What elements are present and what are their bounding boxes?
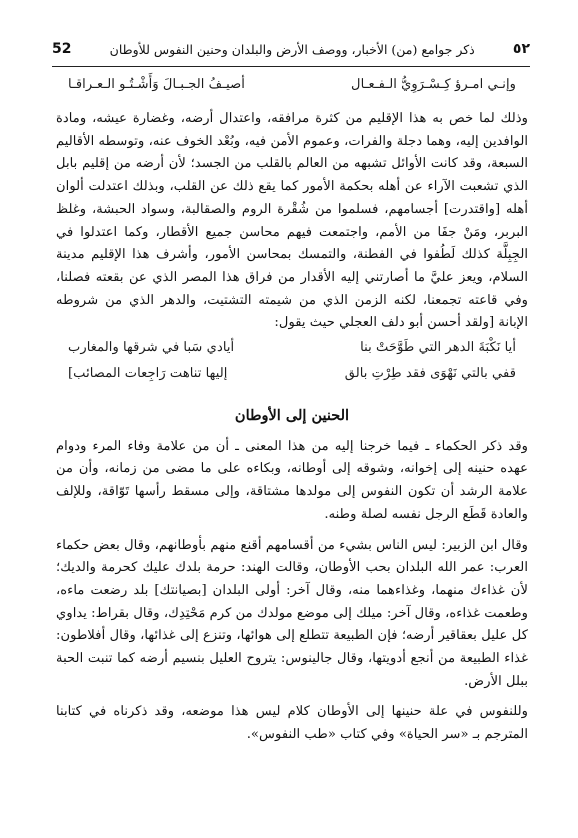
paragraph: وللنفوس في علة حنينها إلى الأوطان كلام ليس هذا موضعه، وقد ذكرناه في كتابنا المترجم بـ «سر الحياة» وفي كتاب «طب النفوس».: [56, 704, 528, 743]
header-rule: [52, 66, 530, 67]
verse-hemistich-left: أيادي سَبا في شرقها والمغارب: [68, 340, 235, 356]
running-title: ذكر جوامع (من) الأخبار، ووصف الأرض والبلدان وحنين النفوس للأوطان: [109, 41, 475, 57]
section-heading: الحنين إلى الأوطان: [234, 407, 350, 425]
verse-hemistich-left: أصيـفُ الجـبـالَ وَأَشْـتُـو الـعـراقـا: [68, 77, 245, 92]
verse-hemistich-left: إليها تناهت رَاجِعات المصائب]: [68, 366, 228, 382]
verse-hemistich-right: أيا نَكْبَةَ الدهر التي طَوَّحَتْ بنا: [360, 340, 516, 356]
verse-line: [56, 361, 528, 387]
verse-line: [56, 335, 528, 361]
verse-line: [56, 72, 528, 98]
paragraph: وقد ذكر الحكماء ـ فيما خرجنا إليه من هذا المعنى ـ أن من علامة وفاء المرء ودوام عهده حنينه إلى إخوانه، وشوقه إلى أوطانه، وبكاءه على ما مضى من زمانه، وأن من علامة الرشد أن تكون النفوس إلى مولدها مشتاقة، وإلى مسقط رأسها تَوّاقة، وللإلف والعادة قَطَع الرجل نفسه لصلة وطنه.: [56, 438, 528, 522]
page-number-latin: 52: [52, 41, 72, 57]
paragraph: وقال ابن الزبير: ليس الناس بشيء من أقسامهم أقنع منهم بأوطانهم، وقال بعض حكماء العرب: عمر الله البلدان بحب الأوطان، وقالت الهند: حرمة بلدك عليك كحرمة والديك؛ لأن غذاءك منهما، وغذاءهما منه، وقال آخر: أولى البلدان [بصيانتك] بلد رضعت ماءه، وطعمت غذاءه، وقال آخر: ميلك إلى موضع مولدك من كرم مَحْتِدِك، وقال بقراط: يداوي كل عليل بعقاقير أرضه؛ فإن الطبيعة تتطلع إلى هوائها، وتنزع إلى غذائها، وقال أفلاطون: غذاء الطبيعة من أنجع أدويتها، وقال جالينوس: يتروح العليل بنسيم أرضه كما تنبت الحبة ببلل الأرض.: [56, 537, 528, 689]
page-number-arabic: ٥٢: [512, 41, 530, 57]
running-header: [52, 34, 530, 64]
paragraph: وذلك لما خص به هذا الإقليم من كثرة مرافقه، واعتدال أرضه، وغضارة عيشه، ومادة الوافدين إليه، وهما دجلة والفرات، وعموم الأمن فيه، وبُعْد الخوف عنه، وتوسطه الأقاليم السبعة، وقد كانت الأوائل تشبهه من العالم بالقلب من الجسد؛ لأن أرضه من إقليم بابل الذي تشعبت الآراء عن أهله بحكمة الأمور كما يقع ذلك عن القلب، وبذلك اعتدلت ألوان أهله [واقتدرت] أجسامهم، فسلموا من شُقْرة الروم والصقالبة، وسواد الحبشة، وغلظ البربر، ومَنْ جفَا من الأمم، واجتمعت فيهم محاسن جميع الأقطار، وكما اعتدلوا في الجِبِلَّة كذلك لَطُفوا في الفطنة، والتمسك بمحاسن الأمور، وأشرف هذا الإقليم مدينة السلام، ويعز عليَّ ما أصارتني إليه الأقدار من فراق هذا المصر الذي عن بقعته فصلنا، وفي قاعته تجمعنا، لكنه الزمن الذي من شيمته التشتيت، والدهر الذي من شروطه الإبانة [ولقد أحسن أبو دلف العجلي حيث يقول:: [56, 111, 528, 331]
page-body: [56, 72, 528, 747]
verse-hemistich-right: قفي بالتي نَهْوَى فقد طِرْتِ بالق: [344, 366, 516, 382]
verse-hemistich-right: وإنـي امـرؤ كِـسْـرَوِيُّ الـفـعـال: [350, 77, 516, 92]
